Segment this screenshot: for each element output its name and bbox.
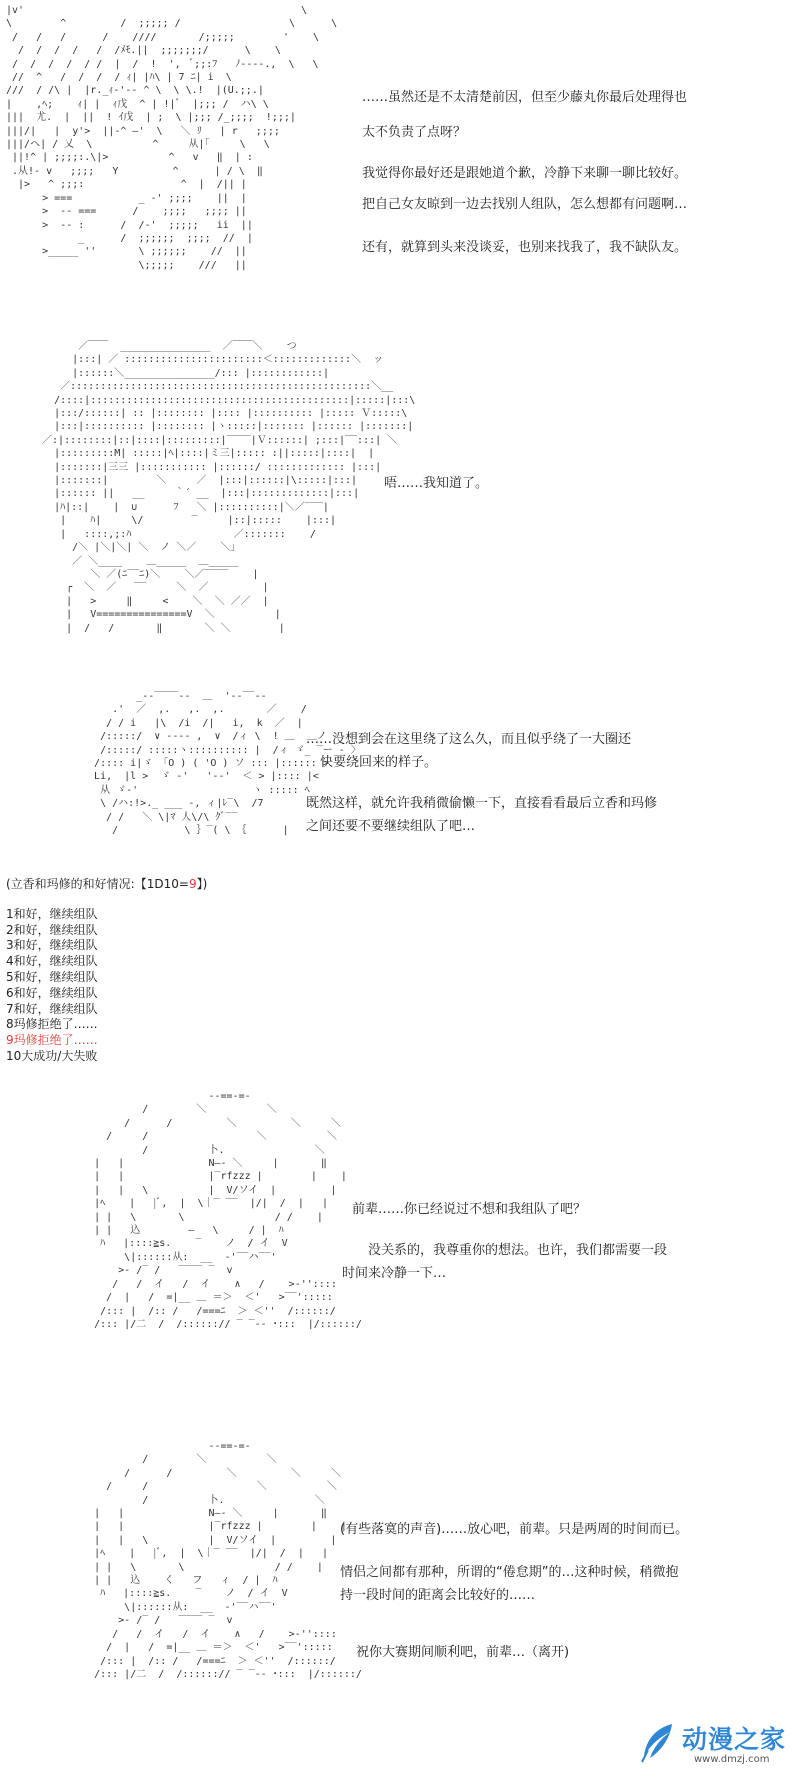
dialog-line: 还有，就算到头来没谈妥，也别来找我了，我不缺队友。 [362,240,688,255]
dialog-line: ……没想到会在这里绕了这么久，而且似乎绕了一大圈还 [306,732,632,747]
dialog-line: 我觉得你最好还是跟她道个歉，冷静下来聊一聊比较好。 [362,166,688,181]
dialog-line: 既然这样，就允许我稍微偷懒一下，直接看看最后立香和玛修 [306,796,658,811]
dialog-line: 前辈……你已经说过不想和我组队了吧？ [352,1202,587,1217]
dialog-line: 情侣之间都有那种，所谓的“倦怠期”的…这种时候，稍微抱 [340,1565,679,1580]
ascii-art-character: _--‾‾‾‾-- ＿ '--‾‾-- .' ／ ,. ,. ,. ／ / / / i |\ /i /| i, k ／ | /:::::/ ∨ -‐‐‐ , ∨ /ィ \ ! ＿ ＿ノ /:::::/ :::::ヽ:::::::::: | /ィ ゞ_ ‾ー - 〉 /:::: i|ゞ 「O ) ( 'O ) ソ ::: |:::::: > Li, |l > ゞ ‐' '‐‐' ＜ > |:::: |< 从 ゞ‐' ヽ ::::: ﾍ \ /ハ:!>._ ___ -, ィ|ﾚ‾\ /7 / / ＼ \|ﾏ 人\/\ ｸﾞ‾‾ / \ ｝‾( \ ｛ | [94,691,361,837]
dice-option: 5和好，继续组队 [6,969,98,984]
panel-4 [0,1090,800,1340]
dice-option-selected: 9玛修拒绝了…… [6,1033,98,1048]
dialog-block [306,730,657,852]
dice-option: 1和好，继续组队 [6,906,98,921]
dialog-line: 把自己女友晾到一边去找别人组队，怎么想都有问题啊… [362,197,688,212]
panel-2 [0,330,800,670]
dice-option: 3和好，继续组队 [6,938,98,953]
ascii-art-character: --==-=- / ＼ ＼ / / ＼ ＼ ＼ / / ＼ ＼ / 卜. ＼ | | N―- ＼ | ‖ | | |‾rfzzz | | | | | \ | V/ソイ | | |ﾍ | |ﾞ, | \｜‾ ‾‾ |/| / | | | | \ \ / / | | | 込 く フ ィ / | ﾊ ﾊ |::::≧s. ‾ ノ / イ V \|::::::从: __ -'‾‾ハ‾‾' >- /‾ / ‾‾‾‾ ‾ v / / イ / イ ∧ / >-'':::: / | / =|__ ＿ ＝＞ ＜' >‾‾'::::: /::: | /:: / /===ﾆ ＞ ＜'' /::::::/ /::: |/二 / /::::::// ‾ ‾-- ･::: |/::::::/ [94,1441,362,1680]
dialog-line: 没关系的，我尊重你的想法。也许，我们都需要一段 [368,1243,668,1258]
dice-value: 9 [188,877,197,891]
dialog-line: 快要绕回来的样子。 [320,755,438,770]
dice-option: 2和好，继续组队 [6,922,98,937]
dice-header [6,877,207,893]
dialog-block [340,1520,688,1678]
dialog-line: 太不负责了点呀？ [362,125,467,140]
dice-option-list [6,907,207,1065]
dialog-line: 时间来冷静一下… [342,1266,447,1281]
site-watermark [636,1710,796,1770]
ascii-art-character: |v' \ \ ^ / ;;;;; / \ \ / / / / //// /;;;;; ' \ / / / / / /ﾒﾓ.|| ;;;;;;;/ \ \ / / / / / / | / ! ', ﾞ;;:ﾌ ﾉ----., \ \ // ^ / / / / ｨ| |ﾊ\ | 7 ﾆ| i \ /// / /\ | |r._ｨ-'-- ^ \ \ \.! |(U.;;.| | ,ﾍ; ｨ| | ｨ戊 ^ | !|ﾞ |;;; / ハ\ \ ||| 尤. | || ! ｲ戊 | ; \ |;;; /_;;;; !;;;| |||/| | y'> ||-^ ―' \ ＼ ﾘ | r ;;;; |||/ヘ| / 乂 \ ^ 从|｢ \ \ ||!^ | ;;;;:.\|> ^ v ‖ | : .从!- v ;;;; Y ^ | / \ ‖ |> ^ ;;;: ^ | /|| | > === _ -' ;;;; || | > -- === / ;;;; ;;;; || > -- : / /-' ;;;;; ii || _ / ;;;;;; ;;;; // | >_____ '' \ ;;;;;; // || \;;;;; /// || [6,5,338,271]
dice-option: 8玛修拒绝了…… [6,1017,98,1032]
dice-option: 4和好，继续组队 [6,954,98,969]
panel-5 [0,1440,800,1700]
dice-option: 10大成功/大失败 [6,1048,98,1063]
dialog-line: (有些落寞的声音)……放心吧，前辈。只是两周的时间而已。 [340,1522,689,1537]
dialog-block [342,1200,668,1299]
watermark-url: www.dmzj.com [694,1754,770,1765]
dice-option: 7和好，继续组队 [6,1001,98,1016]
panel-1 [0,0,800,330]
quill-logo-icon [636,1720,680,1764]
dialog-line: ……虽然还是不太清楚前因，但至少藤丸你最后处理得也 [362,90,688,105]
dice-result-block [6,877,207,1065]
panel-3 [0,680,800,870]
watermark-title: 动漫之家 [682,1725,787,1754]
ascii-art-character: --==-=- / ＼ ＼ / / ＼ ＼ ＼ / / ＼ ＼ / 卜. ＼ | | N―- ＼ | ‖ | | |‾rfzzz | | | | | \ | V/ソイ | | |ﾍ | |ﾞ, | \｜‾ ‾‾ |/| / | | | | \ \ / / | | | 込 ― \ / | ﾊ ﾊ |::::≧s. ‾ ノ / イ V \|::::::从: __ -'‾‾ハ‾‾' >- /‾ / ‾‾‾‾ ‾ v / / イ / イ ∧ / >-'':::: / | / =|__ ＿ ＝＞ ＜' >‾‾'::::: /::: | /:: / /===ﾆ ＞ ＜'' /::::::/ /::: |/二 / /::::::// ‾ ‾-- ･::: |/::::::/ [94,1091,362,1330]
dialog-line: 之间还要不要继续组队了吧… [306,819,476,834]
dialog-line: 祝你大赛期间顺利吧，前辈…（离开) [356,1645,570,1660]
ascii-art-character: ／￣￣ _______________ ／￣￣＼ つ |:::| ／ :::::::::::::::::::::::＜:::::::::::::＼ ッ |::::::＼_______________/::: |::::::::::::| ／::::::::::::::::::::::::::::::::::::::::::::::::::＼__ /::::|:::::::::::::::::::::::::::::::::::::::::::|:::::|:::\ |:::/::::::| :: |:::::::: |:::: |:::::::::: |::::: Ｖ:::::\ |:::|:::::::::: |:::::::: |ヽ:::::|::::::: |:::::: |:::::::| ／:|::::::::|::|::::|:::::::::|‾‾‾‾|Ｖ::::::| ;:::|‾‾:::| ＼ |:::::::::M| :::::|ﾍ|::::|ミ三|::::: :||:::::|::::| | |:::::::|三三 |::::::::::: |::::::/ ::::::::::::: |:::| |:::::::| ＼ ／ |:::|::::::|\:::::|:::| |:::::: || __ ｀´ __ |:::|:::::::::::::|:::| |ﾊ|::| | ∪ ﾌ ＼ |::::::::::|＼／‾‾‾| | ﾊ| \/ ‾ |::|::::: |:::| | ::::,;:ﾊ ／::::::: / /＼ |＼|＼| ＼ ノ ＼／ ＼｣ ／ ＼____ ＿_____ ＿_____ ＼ ／(ﾆ‾‾ﾆ)＼ ＼／‾‾‾‾ | ┌ ＼ ／ ‾‾ ＼ ／ | | > ‖ < ＼ ＼ ／／ | | V===============V ＼ | | / / ‖ ＼ ＼ | [42,341,416,634]
dialog-line: 唔……我知道了。 [384,476,489,491]
dialog-block [384,474,488,509]
dice-option: 6和好，继续组队 [6,985,98,1000]
dialog-line: 持一段时间的距离会比较好的…… [340,1588,536,1603]
dialog-block [362,88,687,273]
dice-header-prefix: (立香和玛修的和好情况:【1D10= [6,877,189,891]
dice-header-suffix: 】) [196,877,208,891]
